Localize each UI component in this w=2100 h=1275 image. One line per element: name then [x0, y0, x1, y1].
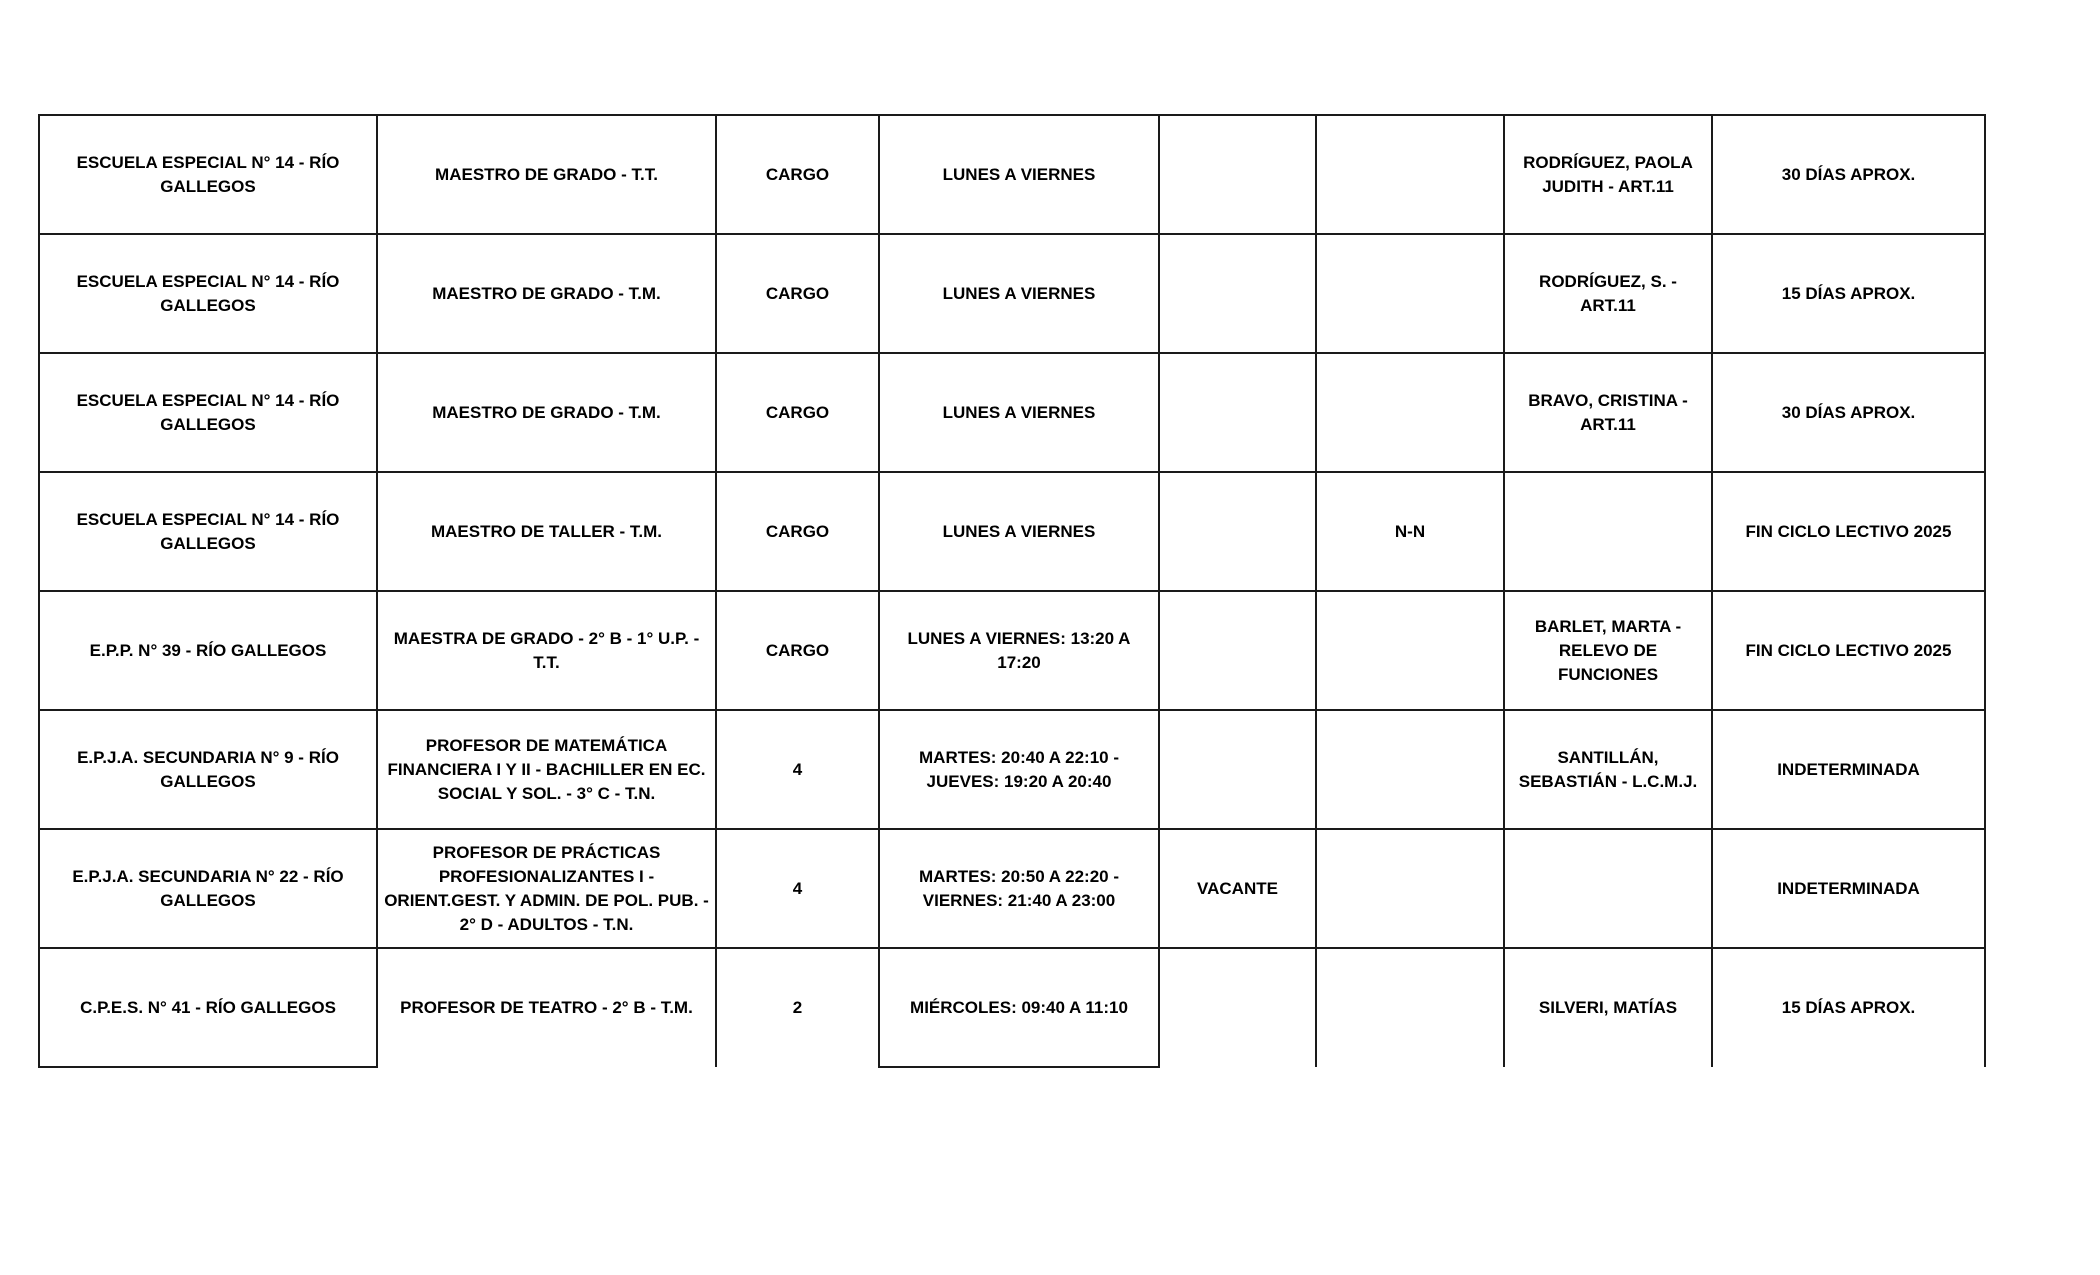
- replaces-cell: [1504, 829, 1712, 948]
- replaces-cell: RODRÍGUEZ, S. - ART.11: [1504, 234, 1712, 353]
- school-cell: E.P.J.A. SECUNDARIA N° 22 - RÍO GALLEGOS: [39, 829, 377, 948]
- duration-cell: 30 DÍAS APROX.: [1712, 115, 1985, 234]
- holder-cell: [1316, 591, 1504, 710]
- replaces-cell: [1504, 472, 1712, 591]
- schedule-cell: LUNES A VIERNES: 13:20 A 17:20: [879, 591, 1159, 710]
- duration-cell: 30 DÍAS APROX.: [1712, 353, 1985, 472]
- schedule-cell: MARTES: 20:40 A 22:10 - JUEVES: 19:20 A 20:40: [879, 710, 1159, 829]
- holder-cell: [1316, 829, 1504, 948]
- hours-cell: CARGO: [716, 353, 879, 472]
- duration-cell: INDETERMINADA: [1712, 829, 1985, 948]
- holder-cell: [1316, 115, 1504, 234]
- holder-cell: [1316, 710, 1504, 829]
- duration-cell: 15 DÍAS APROX.: [1712, 234, 1985, 353]
- school-cell: ESCUELA ESPECIAL N° 14 - RÍO GALLEGOS: [39, 234, 377, 353]
- position-cell: MAESTRO DE GRADO - T.M.: [377, 234, 716, 353]
- school-cell: C.P.E.S. N° 41 - RÍO GALLEGOS: [39, 948, 377, 1067]
- holder-cell: [1316, 234, 1504, 353]
- table-row: [39, 829, 1985, 948]
- school-cell: E.P.P. N° 39 - RÍO GALLEGOS: [39, 591, 377, 710]
- replaces-cell: SANTILLÁN, SEBASTIÁN - L.C.M.J.: [1504, 710, 1712, 829]
- table-row: [39, 591, 1985, 710]
- status-cell: [1159, 353, 1316, 472]
- hours-cell: CARGO: [716, 591, 879, 710]
- hours-cell: CARGO: [716, 115, 879, 234]
- schedule-cell: MIÉRCOLES: 09:40 A 11:10: [879, 948, 1159, 1067]
- status-cell: [1159, 115, 1316, 234]
- schedule-cell: LUNES A VIERNES: [879, 353, 1159, 472]
- school-cell: ESCUELA ESPECIAL N° 14 - RÍO GALLEGOS: [39, 353, 377, 472]
- school-cell: E.P.J.A. SECUNDARIA N° 9 - RÍO GALLEGOS: [39, 710, 377, 829]
- position-cell: MAESTRA DE GRADO - 2° B - 1° U.P. - T.T.: [377, 591, 716, 710]
- table-row: [39, 234, 1985, 353]
- position-cell: MAESTRO DE TALLER - T.M.: [377, 472, 716, 591]
- duration-cell: INDETERMINADA: [1712, 710, 1985, 829]
- replaces-cell: BARLET, MARTA - RELEVO DE FUNCIONES: [1504, 591, 1712, 710]
- status-cell: [1159, 591, 1316, 710]
- status-cell: [1159, 472, 1316, 591]
- table-row: [39, 948, 1985, 1067]
- table-row: [39, 472, 1985, 591]
- duration-cell: FIN CICLO LECTIVO 2025: [1712, 472, 1985, 591]
- schedule-cell: LUNES A VIERNES: [879, 115, 1159, 234]
- position-cell: PROFESOR DE MATEMÁTICA FINANCIERA I Y II - BACHILLER EN EC. SOCIAL Y SOL. - 3° C - T.N.: [377, 710, 716, 829]
- schedule-cell: MARTES: 20:50 A 22:20 - VIERNES: 21:40 A 23:00: [879, 829, 1159, 948]
- holder-cell: [1316, 948, 1504, 1067]
- position-cell: PROFESOR DE PRÁCTICAS PROFESIONALIZANTES I - ORIENT.GEST. Y ADMIN. DE POL. PUB. - 2° D - ADULTOS - T.N.: [377, 829, 716, 948]
- spreadsheet-page: [38, 114, 1984, 1066]
- duration-cell: FIN CICLO LECTIVO 2025: [1712, 591, 1985, 710]
- replaces-cell: SILVERI, MATÍAS: [1504, 948, 1712, 1067]
- position-cell: MAESTRO DE GRADO - T.T.: [377, 115, 716, 234]
- status-cell: VACANTE: [1159, 829, 1316, 948]
- position-cell: MAESTRO DE GRADO - T.M.: [377, 353, 716, 472]
- school-cell: ESCUELA ESPECIAL N° 14 - RÍO GALLEGOS: [39, 472, 377, 591]
- schedule-cell: LUNES A VIERNES: [879, 472, 1159, 591]
- replaces-cell: RODRÍGUEZ, PAOLA JUDITH - ART.11: [1504, 115, 1712, 234]
- hours-cell: CARGO: [716, 234, 879, 353]
- duration-cell: 15 DÍAS APROX.: [1712, 948, 1985, 1067]
- schedule-cell: LUNES A VIERNES: [879, 234, 1159, 353]
- vacancy-table: [38, 114, 1986, 1068]
- replaces-cell: BRAVO, CRISTINA - ART.11: [1504, 353, 1712, 472]
- hours-cell: 2: [716, 948, 879, 1067]
- position-cell: PROFESOR DE TEATRO - 2° B - T.M.: [377, 948, 716, 1067]
- status-cell: [1159, 234, 1316, 353]
- hours-cell: CARGO: [716, 472, 879, 591]
- table-row: [39, 710, 1985, 829]
- holder-cell: [1316, 353, 1504, 472]
- table-row: [39, 353, 1985, 472]
- holder-cell: N-N: [1316, 472, 1504, 591]
- status-cell: [1159, 948, 1316, 1067]
- hours-cell: 4: [716, 829, 879, 948]
- hours-cell: 4: [716, 710, 879, 829]
- table-row: [39, 115, 1985, 234]
- status-cell: [1159, 710, 1316, 829]
- school-cell: ESCUELA ESPECIAL N° 14 - RÍO GALLEGOS: [39, 115, 377, 234]
